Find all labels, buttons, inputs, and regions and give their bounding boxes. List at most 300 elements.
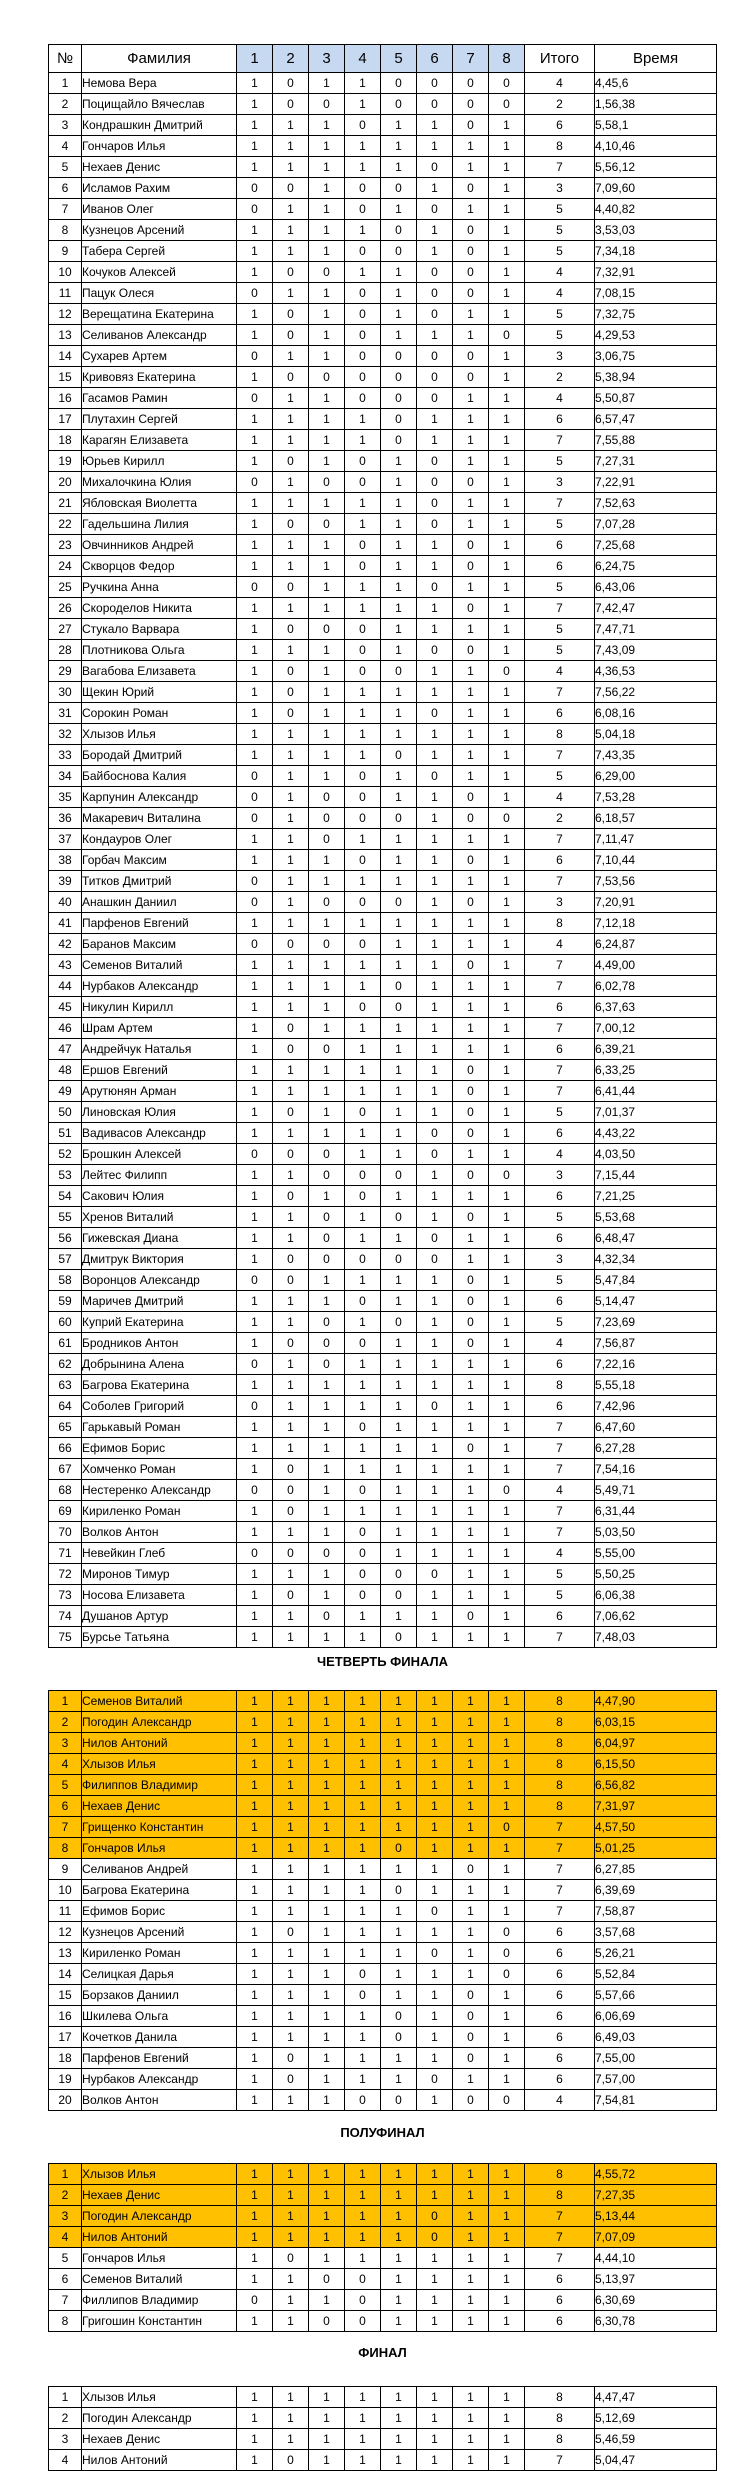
score-cell: 1 bbox=[309, 1102, 345, 1123]
score-cell: 1 bbox=[345, 136, 381, 157]
score-cell: 0 bbox=[381, 1249, 417, 1270]
place-cell: 51 bbox=[49, 1123, 82, 1144]
place-cell: 67 bbox=[49, 1459, 82, 1480]
time-cell: 5,26,21 bbox=[595, 1943, 717, 1964]
score-cell: 1 bbox=[453, 1039, 489, 1060]
table-row bbox=[49, 1438, 717, 1459]
score-cell: 0 bbox=[381, 346, 417, 367]
table-row bbox=[49, 997, 717, 1018]
score-cell: 1 bbox=[309, 2006, 345, 2027]
total-cell: 6 bbox=[525, 2069, 595, 2090]
score-cell: 1 bbox=[453, 829, 489, 850]
score-cell: 0 bbox=[237, 388, 273, 409]
place-cell: 17 bbox=[49, 2027, 82, 2048]
name-cell: Парфенов Евгений bbox=[82, 2048, 237, 2069]
score-cell: 1 bbox=[417, 1754, 453, 1775]
score-cell: 1 bbox=[381, 850, 417, 871]
score-cell: 1 bbox=[489, 1312, 525, 1333]
name-cell: Иванов Олег bbox=[82, 199, 237, 220]
table-row bbox=[49, 1901, 717, 1922]
score-cell: 0 bbox=[453, 535, 489, 556]
score-cell: 0 bbox=[453, 598, 489, 619]
time-cell: 7,01,37 bbox=[595, 1102, 717, 1123]
score-cell: 1 bbox=[453, 1691, 489, 1712]
score-cell: 0 bbox=[273, 325, 309, 346]
total-cell: 7 bbox=[525, 829, 595, 850]
score-cell: 1 bbox=[381, 1712, 417, 1733]
score-cell: 0 bbox=[345, 1964, 381, 1985]
name-cell: Ефимов Борис bbox=[82, 1438, 237, 1459]
table-row bbox=[49, 976, 717, 997]
score-cell: 0 bbox=[309, 1228, 345, 1249]
time-cell: 5,03,50 bbox=[595, 1522, 717, 1543]
score-cell: 1 bbox=[345, 1817, 381, 1838]
score-cell: 0 bbox=[309, 829, 345, 850]
name-cell: Вадивасов Александр bbox=[82, 1123, 237, 1144]
place-cell: 6 bbox=[49, 2269, 82, 2290]
score-cell: 0 bbox=[489, 661, 525, 682]
score-cell: 1 bbox=[489, 1396, 525, 1417]
score-cell: 1 bbox=[381, 955, 417, 976]
time-cell: 5,56,12 bbox=[595, 157, 717, 178]
time-cell: 7,21,25 bbox=[595, 1186, 717, 1207]
score-cell: 1 bbox=[345, 1060, 381, 1081]
name-cell: Поцищайло Вячеслав bbox=[82, 94, 237, 115]
total-cell: 6 bbox=[525, 1396, 595, 1417]
table-row bbox=[49, 1754, 717, 1775]
time-cell: 4,47,47 bbox=[595, 2387, 717, 2408]
score-cell: 1 bbox=[237, 1522, 273, 1543]
score-cell: 1 bbox=[237, 1438, 273, 1459]
score-cell: 0 bbox=[309, 1144, 345, 1165]
name-cell: Сакович Юлия bbox=[82, 1186, 237, 1207]
score-cell: 0 bbox=[417, 1144, 453, 1165]
time-cell: 7,55,00 bbox=[595, 2048, 717, 2069]
score-cell: 1 bbox=[273, 346, 309, 367]
score-cell: 1 bbox=[489, 1333, 525, 1354]
score-cell: 1 bbox=[273, 1691, 309, 1712]
table-row bbox=[49, 2408, 717, 2429]
score-cell: 1 bbox=[453, 1585, 489, 1606]
time-cell: 6,06,69 bbox=[595, 2006, 717, 2027]
table-row bbox=[49, 745, 717, 766]
score-cell: 1 bbox=[381, 535, 417, 556]
time-cell: 4,47,90 bbox=[595, 1691, 717, 1712]
score-cell: 1 bbox=[309, 325, 345, 346]
place-cell: 22 bbox=[49, 514, 82, 535]
table-row bbox=[49, 1859, 717, 1880]
place-cell: 30 bbox=[49, 682, 82, 703]
time-cell: 7,31,97 bbox=[595, 1796, 717, 1817]
score-cell: 0 bbox=[345, 556, 381, 577]
time-cell: 5,50,87 bbox=[595, 388, 717, 409]
table-row bbox=[49, 1796, 717, 1817]
score-cell: 0 bbox=[417, 1901, 453, 1922]
score-cell: 0 bbox=[345, 661, 381, 682]
score-cell: 1 bbox=[381, 1417, 417, 1438]
score-cell: 1 bbox=[381, 1060, 417, 1081]
name-cell: Невейкин Глеб bbox=[82, 1543, 237, 1564]
time-cell: 6,43,06 bbox=[595, 577, 717, 598]
score-cell: 0 bbox=[453, 1102, 489, 1123]
total-cell: 7 bbox=[525, 2450, 595, 2471]
score-cell: 1 bbox=[489, 430, 525, 451]
total-cell: 4 bbox=[525, 262, 595, 283]
score-cell: 0 bbox=[345, 640, 381, 661]
score-cell: 1 bbox=[345, 2006, 381, 2027]
score-cell: 1 bbox=[273, 409, 309, 430]
score-cell: 1 bbox=[309, 955, 345, 976]
score-cell: 1 bbox=[381, 325, 417, 346]
time-cell: 7,42,47 bbox=[595, 598, 717, 619]
score-cell: 1 bbox=[489, 2048, 525, 2069]
column-header: Фамилия bbox=[82, 45, 237, 73]
time-cell: 7,52,63 bbox=[595, 493, 717, 514]
score-cell: 0 bbox=[345, 346, 381, 367]
total-cell: 5 bbox=[525, 199, 595, 220]
score-cell: 1 bbox=[381, 1606, 417, 1627]
score-cell: 1 bbox=[273, 2090, 309, 2111]
score-cell: 1 bbox=[273, 2290, 309, 2311]
place-cell: 25 bbox=[49, 577, 82, 598]
score-cell: 1 bbox=[237, 1985, 273, 2006]
score-cell: 0 bbox=[453, 472, 489, 493]
total-cell: 7 bbox=[525, 871, 595, 892]
score-cell: 1 bbox=[381, 1522, 417, 1543]
name-cell: Баранов Максим bbox=[82, 934, 237, 955]
score-cell: 1 bbox=[417, 1417, 453, 1438]
score-cell: 1 bbox=[237, 1081, 273, 1102]
table-row bbox=[49, 94, 717, 115]
score-cell: 1 bbox=[453, 2450, 489, 2471]
time-cell: 5,12,69 bbox=[595, 2408, 717, 2429]
score-cell: 1 bbox=[453, 325, 489, 346]
score-cell: 1 bbox=[489, 1691, 525, 1712]
score-cell: 1 bbox=[489, 262, 525, 283]
name-cell: Карагян Елизавета bbox=[82, 430, 237, 451]
score-cell: 1 bbox=[237, 640, 273, 661]
score-cell: 1 bbox=[453, 199, 489, 220]
score-cell: 1 bbox=[381, 829, 417, 850]
score-cell: 0 bbox=[273, 1543, 309, 1564]
score-cell: 0 bbox=[453, 1207, 489, 1228]
score-cell: 0 bbox=[273, 577, 309, 598]
score-cell: 1 bbox=[489, 157, 525, 178]
time-cell: 7,48,03 bbox=[595, 1627, 717, 1648]
score-cell: 1 bbox=[381, 934, 417, 955]
score-cell: 1 bbox=[345, 1606, 381, 1627]
total-cell: 7 bbox=[525, 2248, 595, 2269]
score-cell: 0 bbox=[453, 808, 489, 829]
score-cell: 1 bbox=[453, 2311, 489, 2332]
total-cell: 6 bbox=[525, 115, 595, 136]
place-cell: 59 bbox=[49, 1291, 82, 1312]
score-cell: 1 bbox=[417, 1522, 453, 1543]
score-cell: 0 bbox=[309, 1606, 345, 1627]
total-cell: 6 bbox=[525, 850, 595, 871]
score-cell: 1 bbox=[345, 2206, 381, 2227]
score-cell: 0 bbox=[381, 976, 417, 997]
table-row bbox=[49, 598, 717, 619]
total-cell: 7 bbox=[525, 2227, 595, 2248]
score-cell: 1 bbox=[345, 1270, 381, 1291]
total-cell: 8 bbox=[525, 1796, 595, 1817]
score-cell: 1 bbox=[273, 1564, 309, 1585]
score-cell: 1 bbox=[489, 829, 525, 850]
score-cell: 1 bbox=[273, 556, 309, 577]
score-cell: 1 bbox=[417, 1438, 453, 1459]
place-cell: 72 bbox=[49, 1564, 82, 1585]
score-cell: 1 bbox=[417, 787, 453, 808]
place-cell: 60 bbox=[49, 1312, 82, 1333]
place-cell: 46 bbox=[49, 1018, 82, 1039]
time-cell: 7,54,81 bbox=[595, 2090, 717, 2111]
score-cell: 1 bbox=[237, 745, 273, 766]
score-cell: 1 bbox=[237, 136, 273, 157]
score-cell: 1 bbox=[417, 1375, 453, 1396]
name-cell: Овчинников Андрей bbox=[82, 535, 237, 556]
total-cell: 6 bbox=[525, 2290, 595, 2311]
time-cell: 7,58,87 bbox=[595, 1901, 717, 1922]
score-cell: 1 bbox=[273, 766, 309, 787]
score-cell: 1 bbox=[489, 451, 525, 472]
table-row bbox=[49, 1417, 717, 1438]
table-row bbox=[49, 430, 717, 451]
place-cell: 26 bbox=[49, 598, 82, 619]
column-header: 8 bbox=[489, 45, 525, 73]
score-cell: 1 bbox=[237, 1585, 273, 1606]
score-cell: 0 bbox=[453, 1060, 489, 1081]
score-cell: 0 bbox=[453, 1312, 489, 1333]
time-cell: 7,53,28 bbox=[595, 787, 717, 808]
place-cell: 34 bbox=[49, 766, 82, 787]
score-cell: 1 bbox=[273, 2387, 309, 2408]
table-row bbox=[49, 1396, 717, 1417]
score-cell: 0 bbox=[237, 2290, 273, 2311]
score-cell: 0 bbox=[345, 1186, 381, 1207]
score-cell: 1 bbox=[417, 661, 453, 682]
score-cell: 1 bbox=[309, 1796, 345, 1817]
score-cell: 1 bbox=[453, 1396, 489, 1417]
total-cell: 7 bbox=[525, 1501, 595, 1522]
table-row bbox=[49, 325, 717, 346]
score-cell: 1 bbox=[489, 1627, 525, 1648]
place-cell: 71 bbox=[49, 1543, 82, 1564]
score-cell: 1 bbox=[309, 1291, 345, 1312]
place-cell: 10 bbox=[49, 1880, 82, 1901]
score-cell: 0 bbox=[345, 787, 381, 808]
score-cell: 1 bbox=[309, 535, 345, 556]
score-cell: 1 bbox=[309, 598, 345, 619]
score-cell: 1 bbox=[237, 2450, 273, 2471]
score-cell: 1 bbox=[309, 1417, 345, 1438]
score-cell: 0 bbox=[453, 220, 489, 241]
score-cell: 1 bbox=[453, 1543, 489, 1564]
score-cell: 1 bbox=[453, 2408, 489, 2429]
name-cell: Шрам Артем bbox=[82, 1018, 237, 1039]
score-cell: 0 bbox=[453, 2027, 489, 2048]
name-cell: Хлызов Илья bbox=[82, 1754, 237, 1775]
score-cell: 1 bbox=[237, 829, 273, 850]
score-cell: 1 bbox=[453, 619, 489, 640]
place-cell: 62 bbox=[49, 1354, 82, 1375]
score-cell: 1 bbox=[273, 1985, 309, 2006]
score-cell: 1 bbox=[381, 1396, 417, 1417]
score-cell: 1 bbox=[417, 409, 453, 430]
time-cell: 4,03,50 bbox=[595, 1144, 717, 1165]
score-cell: 1 bbox=[345, 1691, 381, 1712]
score-cell: 1 bbox=[381, 1333, 417, 1354]
total-cell: 3 bbox=[525, 178, 595, 199]
score-cell: 0 bbox=[309, 892, 345, 913]
score-cell: 0 bbox=[417, 640, 453, 661]
score-cell: 0 bbox=[453, 556, 489, 577]
name-cell: Багрова Екатерина bbox=[82, 1375, 237, 1396]
place-cell: 4 bbox=[49, 136, 82, 157]
table-row bbox=[49, 73, 717, 94]
score-cell: 1 bbox=[489, 2006, 525, 2027]
score-cell: 1 bbox=[417, 2311, 453, 2332]
time-cell: 7,57,00 bbox=[595, 2069, 717, 2090]
score-cell: 1 bbox=[381, 2227, 417, 2248]
score-cell: 1 bbox=[453, 2069, 489, 2090]
score-cell: 0 bbox=[453, 115, 489, 136]
total-cell: 4 bbox=[525, 1480, 595, 1501]
time-cell: 5,13,97 bbox=[595, 2269, 717, 2290]
total-cell: 2 bbox=[525, 94, 595, 115]
place-cell: 54 bbox=[49, 1186, 82, 1207]
total-cell: 7 bbox=[525, 745, 595, 766]
score-cell: 1 bbox=[309, 1060, 345, 1081]
score-cell: 1 bbox=[417, 1859, 453, 1880]
score-cell: 0 bbox=[273, 2450, 309, 2471]
name-cell: Горбач Максим bbox=[82, 850, 237, 871]
score-cell: 1 bbox=[345, 913, 381, 934]
score-cell: 1 bbox=[489, 2248, 525, 2269]
score-cell: 1 bbox=[345, 1228, 381, 1249]
table-row bbox=[49, 1733, 717, 1754]
time-cell: 5,55,00 bbox=[595, 1543, 717, 1564]
score-cell: 1 bbox=[417, 808, 453, 829]
score-cell: 1 bbox=[453, 577, 489, 598]
time-cell: 6,08,16 bbox=[595, 703, 717, 724]
table-row bbox=[49, 178, 717, 199]
score-cell: 0 bbox=[381, 997, 417, 1018]
score-cell: 1 bbox=[417, 1354, 453, 1375]
score-cell: 1 bbox=[489, 1039, 525, 1060]
total-cell: 6 bbox=[525, 535, 595, 556]
name-cell: Михалочкина Юлия bbox=[82, 472, 237, 493]
score-cell: 1 bbox=[345, 1375, 381, 1396]
score-cell: 0 bbox=[453, 1985, 489, 2006]
total-cell: 4 bbox=[525, 73, 595, 94]
name-cell: Борзаков Даниил bbox=[82, 1985, 237, 2006]
name-cell: Ручкина Анна bbox=[82, 577, 237, 598]
score-cell: 1 bbox=[237, 325, 273, 346]
score-cell: 1 bbox=[381, 1733, 417, 1754]
score-cell: 1 bbox=[345, 493, 381, 514]
score-cell: 0 bbox=[309, 94, 345, 115]
table-row bbox=[49, 829, 717, 850]
table-row bbox=[49, 409, 717, 430]
score-cell: 1 bbox=[345, 1459, 381, 1480]
name-cell: Плотникова Ольга bbox=[82, 640, 237, 661]
total-cell: 4 bbox=[525, 787, 595, 808]
score-cell: 1 bbox=[345, 1859, 381, 1880]
score-cell: 1 bbox=[309, 640, 345, 661]
score-cell: 0 bbox=[381, 1585, 417, 1606]
score-cell: 0 bbox=[417, 2069, 453, 2090]
total-cell: 8 bbox=[525, 1775, 595, 1796]
score-cell: 1 bbox=[381, 1354, 417, 1375]
score-cell: 1 bbox=[309, 220, 345, 241]
table-row bbox=[49, 913, 717, 934]
score-cell: 0 bbox=[345, 1333, 381, 1354]
score-cell: 0 bbox=[345, 178, 381, 199]
name-cell: Миронов Тимур bbox=[82, 1564, 237, 1585]
score-cell: 1 bbox=[417, 325, 453, 346]
score-cell: 0 bbox=[237, 1396, 273, 1417]
score-cell: 1 bbox=[237, 1627, 273, 1648]
score-cell: 1 bbox=[273, 1859, 309, 1880]
score-cell: 1 bbox=[237, 913, 273, 934]
score-cell: 1 bbox=[273, 2185, 309, 2206]
score-cell: 0 bbox=[381, 2090, 417, 2111]
score-cell: 0 bbox=[345, 325, 381, 346]
score-cell: 1 bbox=[489, 724, 525, 745]
score-cell: 0 bbox=[273, 703, 309, 724]
score-cell: 1 bbox=[237, 1459, 273, 1480]
time-cell: 6,39,69 bbox=[595, 1880, 717, 1901]
score-cell: 0 bbox=[381, 1312, 417, 1333]
time-cell: 7,27,31 bbox=[595, 451, 717, 472]
score-cell: 1 bbox=[417, 892, 453, 913]
score-cell: 1 bbox=[309, 1123, 345, 1144]
table-row bbox=[49, 535, 717, 556]
table-row bbox=[49, 955, 717, 976]
score-cell: 0 bbox=[345, 1480, 381, 1501]
total-cell: 5 bbox=[525, 577, 595, 598]
time-cell: 6,30,78 bbox=[595, 2311, 717, 2332]
score-cell: 1 bbox=[489, 1754, 525, 1775]
name-cell: Хлызов Илья bbox=[82, 2164, 237, 2185]
score-cell: 0 bbox=[381, 892, 417, 913]
score-cell: 1 bbox=[453, 2227, 489, 2248]
score-cell: 1 bbox=[417, 682, 453, 703]
time-cell: 7,07,09 bbox=[595, 2227, 717, 2248]
score-cell: 1 bbox=[489, 2185, 525, 2206]
table-row bbox=[49, 1207, 717, 1228]
score-cell: 1 bbox=[273, 1207, 309, 1228]
score-cell: 1 bbox=[273, 115, 309, 136]
score-cell: 1 bbox=[381, 1018, 417, 1039]
score-cell: 1 bbox=[237, 1564, 273, 1585]
time-cell: 6,39,21 bbox=[595, 1039, 717, 1060]
place-cell: 4 bbox=[49, 2450, 82, 2471]
score-cell: 1 bbox=[237, 2408, 273, 2429]
score-cell: 1 bbox=[453, 2185, 489, 2206]
score-cell: 1 bbox=[237, 514, 273, 535]
score-cell: 0 bbox=[489, 808, 525, 829]
score-cell: 1 bbox=[381, 1543, 417, 1564]
score-cell: 1 bbox=[237, 262, 273, 283]
semifinal-title: ПОЛУФИНАЛ bbox=[340, 2125, 425, 2140]
score-cell: 1 bbox=[273, 1291, 309, 1312]
score-cell: 1 bbox=[345, 871, 381, 892]
name-cell: Гончаров Илья bbox=[82, 136, 237, 157]
score-cell: 1 bbox=[453, 2429, 489, 2450]
score-cell: 1 bbox=[309, 766, 345, 787]
